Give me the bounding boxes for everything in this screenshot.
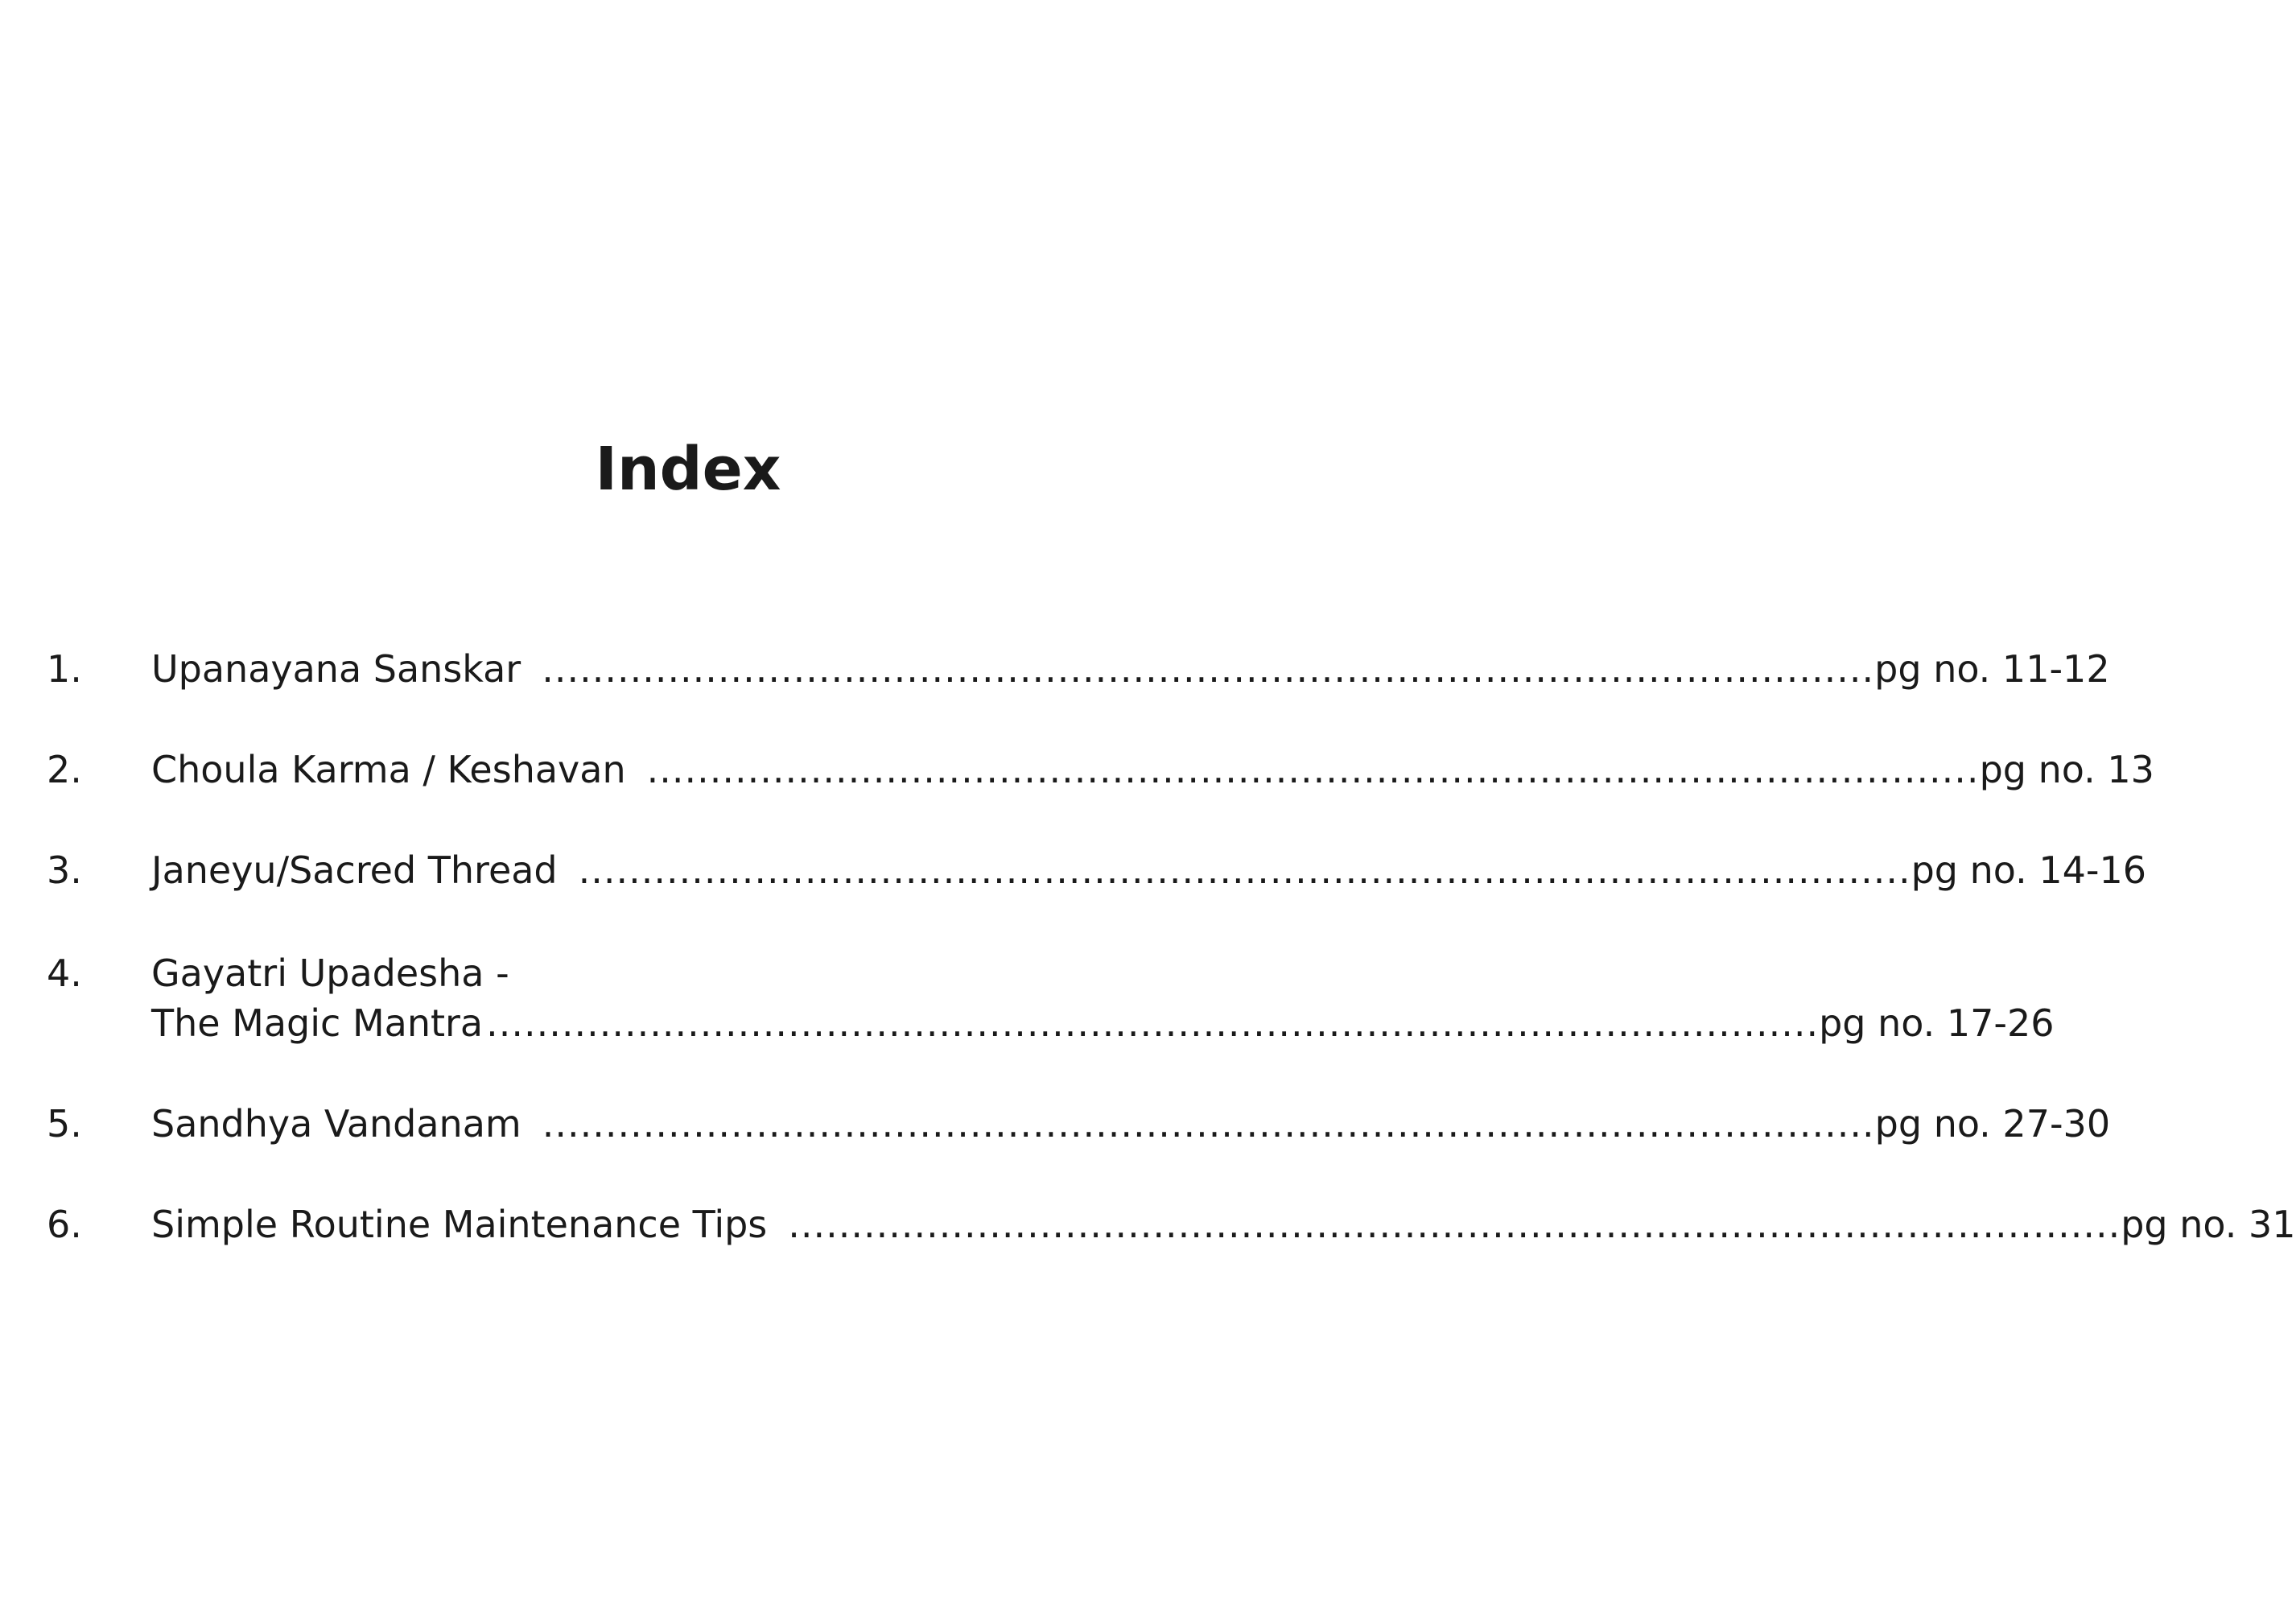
entry-title: The Magic Mantra [151, 1001, 484, 1045]
entry-number: 1. [47, 647, 82, 691]
entry-page-ref: pg no. 31 [2121, 1203, 2296, 1246]
entry-number: 3. [47, 848, 82, 892]
dot-leader: .......................................................................................................... [578, 848, 1911, 892]
dot-leader: .......................................................................................................... [486, 1001, 1820, 1045]
entry-title: Upanayana Sanskar [151, 647, 521, 691]
entry-number: 6. [47, 1203, 82, 1246]
entry-title: Janeyu/Sacred Thread [151, 848, 558, 892]
entry-number: 4. [47, 952, 82, 995]
entry-page-ref: pg no. 27-30 [1874, 1102, 2111, 1146]
entry-number: 5. [47, 1102, 82, 1146]
entry-number: 2. [47, 748, 82, 791]
dot-leader: .......................................................................................................... [646, 748, 1980, 791]
entry-title: Choula Karma / Keshavan [151, 748, 626, 791]
entry-title: Simple Routine Maintenance Tips [151, 1203, 768, 1246]
entry-title-line1: Gayatri Upadesha - [151, 952, 509, 995]
page-title: Index [595, 435, 781, 504]
dot-leader: .......................................................................................................... [542, 647, 1875, 691]
dot-leader: .......................................................................................................... [542, 1102, 1875, 1146]
entry-page-ref: pg no. 17-26 [1819, 1001, 2055, 1045]
entry-title: Sandhya Vandanam [151, 1102, 521, 1146]
entry-page-ref: pg no. 13 [1979, 748, 2154, 791]
entry-page-ref: pg no. 14-16 [1911, 848, 2147, 892]
dot-leader: .......................................................................................................... [788, 1203, 2121, 1246]
entry-page-ref: pg no. 11-12 [1874, 647, 2110, 691]
